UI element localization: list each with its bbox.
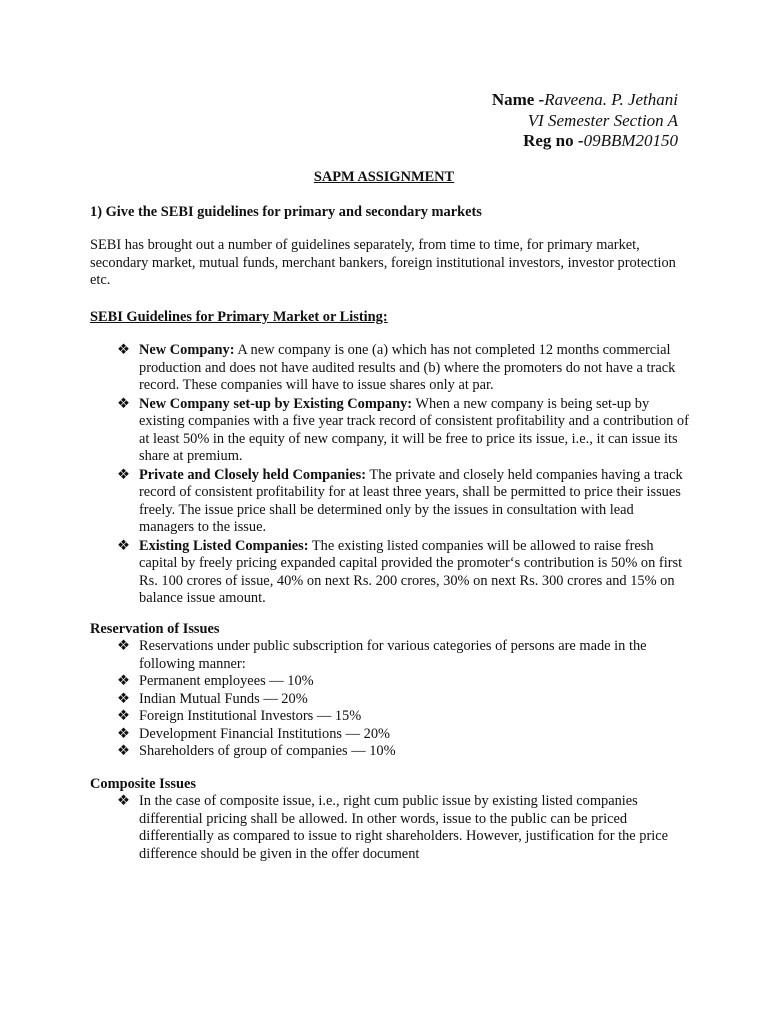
composite-list [117,793,690,863]
student-header [492,90,678,152]
item-term: New Company set-up by Existing Company: [139,395,413,412]
name-value: Raveena. P. Jethani [544,90,678,109]
item-text: When a new company is being set-up by existing companies with a five year track record of consistent profitability and a contribution of at least 50% in the equity of new company, it will be free to price its issue, i.e., it can issue its share at premium. [139,395,689,464]
question-heading: 1) Give the SEBI guidelines for primary and secondary markets [90,204,482,220]
item-term: Private and Closely held Companies: [139,466,367,483]
list-item [117,538,690,608]
reg-label: Reg no - [523,131,584,150]
diamond-bullet-icon: ❖ [117,537,130,554]
item-text: The existing listed companies will be allowed to raise fresh capital by freely pricing expanded capital provided the promoter‘s contribution is 50% on first Rs. 100 crores of issue, 40% on next Rs. 200 crores, 30% on next Rs. 300 crores and 15% on balance issue amount. [139,537,683,606]
item-text: A new company is one (a) which has not completed 12 months commercial production and does not have audited results and (b) where the promoters do not have a track record. These companies will have to issue shares only at par. [139,342,676,393]
list-item: ❖ Shareholders of group of companies — 10% [117,743,396,759]
reg-value: 09BBM20150 [583,131,678,150]
reg-line [492,131,678,152]
diamond-bullet-icon: ❖ [117,708,130,724]
diamond-bullet-icon: ❖ [117,395,130,412]
name-label: Name - [491,90,545,109]
item-text: The private and closely held companies having a track record of consistent profitability for at least three years, shall be permitted to price their issues freely. The issue price shall be determined only by the issues in consultation with lead managers to the issue. [139,466,683,535]
diamond-bullet-icon: ❖ [117,673,130,689]
list-item [117,467,690,537]
diamond-bullet-icon: ❖ [117,725,130,742]
semester-line: VI Semester Section A [527,110,678,130]
list-item: ❖ Reservations under public subscription for various categories of persons are made in the following manner: [117,638,647,672]
reservation-list [117,638,690,761]
list-item: ❖ Development Financial Institutions — 20% [117,725,390,742]
diamond-bullet-icon: ❖ [117,342,130,358]
list-item [117,396,690,466]
name-line [492,90,678,111]
item-term: New Company: [139,342,235,358]
assignment-title: SAPM ASSIGNMENT [313,169,455,185]
item-term: Existing Listed Companies: [139,537,309,554]
list-item: ❖ Permanent employees — 10% [117,673,314,689]
diamond-bullet-icon: ❖ [117,638,130,654]
intro-paragraph: SEBI has brought out a number of guidelines separately, from time to time, for primary market, secondary market, mutual funds, merchant bankers, foreign institutional investors, investor protection etc. [90,237,676,288]
primary-market-heading: SEBI Guidelines for Primary Market or Listing: [90,309,388,325]
primary-guidelines-list [117,342,690,609]
diamond-bullet-icon: ❖ [117,743,130,759]
reservation-heading: Reservation of Issues [90,621,220,637]
diamond-bullet-icon: ❖ [117,793,130,809]
composite-heading: Composite Issues [90,776,196,792]
diamond-bullet-icon: ❖ [117,690,130,707]
list-item: ❖ Foreign Institutional Investors — 15% [117,708,362,724]
diamond-bullet-icon: ❖ [117,466,130,483]
list-item [117,342,690,395]
list-item: ❖ In the case of composite issue, i.e., right cum public issue by existing listed companies differential pricing shall be allowed. In other words, issue to the public can be priced differentially as compared to issue to right shareholders. However, justification for the price difference should be given in the offer document [117,793,669,862]
list-item: ❖ Indian Mutual Funds — 20% [117,690,308,707]
